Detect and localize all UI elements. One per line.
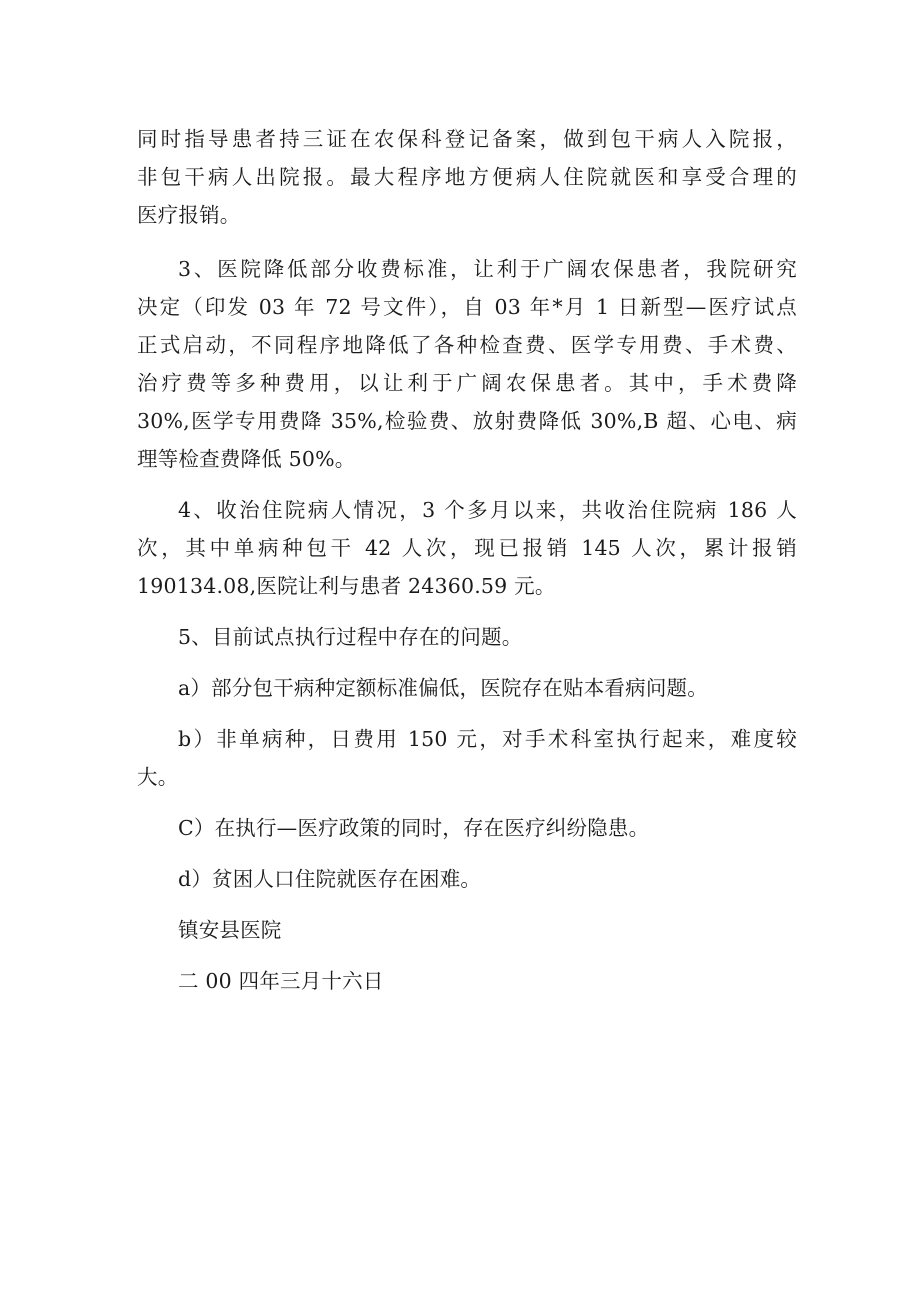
text-line: 镇安县医院 <box>178 918 282 942</box>
text-line: a）部分包干病种定额标准偏低，医院存在贴本看病问题。 <box>178 676 708 700</box>
paragraph-problems-heading <box>137 618 797 656</box>
paragraph-problem-d <box>137 860 797 898</box>
text-line: 4、收治住院病人情况，3 个多月以来，共收治住院病 186 人 <box>178 498 797 522</box>
text-line: 二 00 四年三月十六日 <box>178 969 384 993</box>
signature-organization <box>137 911 797 949</box>
text-line: 30%,医学专用费降 35%,检验费、放射费降低 30%,B 超、心电、病 <box>137 409 797 433</box>
text-line: 190134.08,医院让利与患者 24360.59 元。 <box>137 574 556 598</box>
text-line: b）非单病种，日费用 150 元，对手术科室执行起来，难度较 <box>178 727 797 751</box>
text-line: 治疗费等多种费用，以让利于广阔农保患者。其中，手术费降 <box>137 371 797 395</box>
text-line: 3、医院降低部分收费标准，让利于广阔农保患者，我院研究 <box>178 257 797 281</box>
text-line: 次，其中单病种包干 42 人次，现已报销 145 人次，累计报销 <box>137 536 797 560</box>
text-line: 医疗报销。 <box>137 203 241 227</box>
paragraph-registration <box>137 120 797 234</box>
paragraph-problem-a <box>137 669 797 707</box>
document-body <box>137 120 797 1013</box>
text-line: 大。 <box>137 765 179 789</box>
paragraph-inpatient-stats <box>137 491 797 605</box>
text-line: 非包干病人出院报。最大程序地方便病人住院就医和享受合理的 <box>137 165 797 189</box>
text-line: C）在执行—医疗政策的同时，存在医疗纠纷隐患。 <box>178 816 650 840</box>
signature-date <box>137 962 797 1000</box>
text-line: 同时指导患者持三证在农保科登记备案，做到包干病人入院报， <box>137 127 797 151</box>
text-line: 正式启动，不同程序地降低了各种检查费、医学专用费、手术费、 <box>137 333 797 357</box>
text-line: d）贫困人口住院就医存在困难。 <box>178 867 482 891</box>
text-line: 理等检查费降低 50%。 <box>137 447 356 471</box>
text-line: 5、目前试点执行过程中存在的问题。 <box>178 625 523 649</box>
text-line: 决定（印发 03 年 72 号文件），自 03 年*月 1 日新型—医疗试点 <box>137 295 797 319</box>
paragraph-problem-b <box>137 720 797 796</box>
paragraph-fee-reduction <box>137 250 797 478</box>
paragraph-problem-c <box>137 809 797 847</box>
